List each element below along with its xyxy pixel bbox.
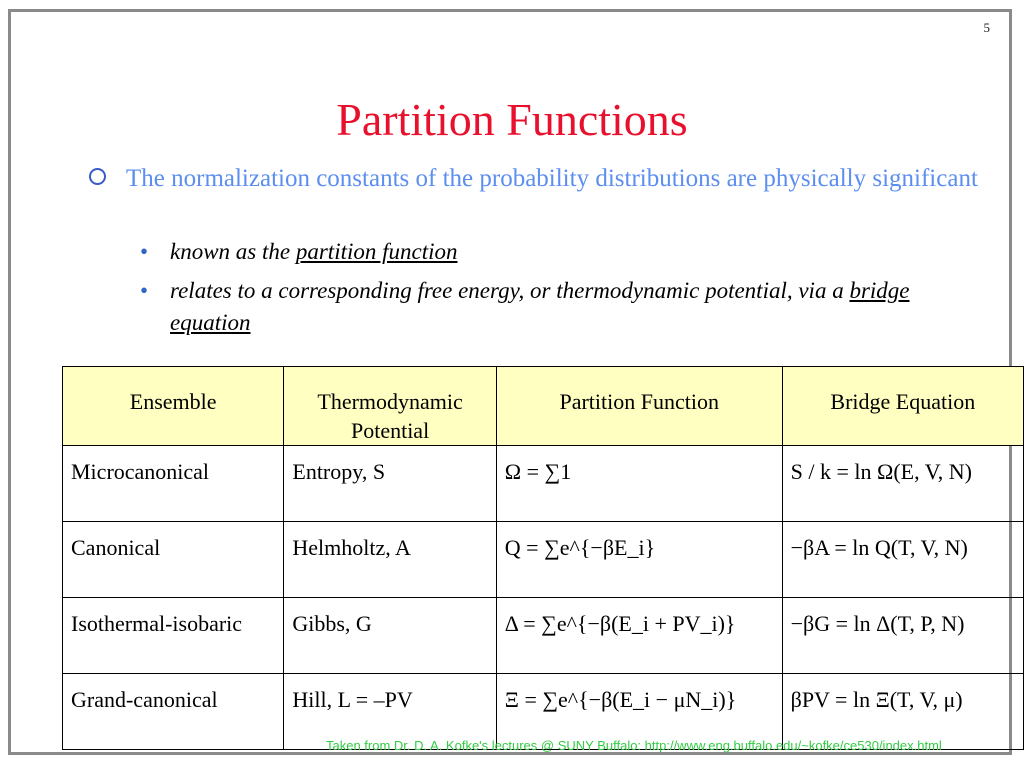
cell-ensemble: Grand-canonical <box>63 674 284 750</box>
header-partition-function: Partition Function <box>496 367 782 446</box>
partition-function-term: partition function <box>295 239 458 264</box>
header-thermodynamic-potential: Thermodynamic Potential <box>284 367 496 446</box>
cell-bridge-equation: βPV = ln Ξ(T, V, μ) <box>782 674 1023 750</box>
hollow-circle-bullet-icon <box>89 168 106 185</box>
cell-potential: Hill, L = –PV <box>284 674 496 750</box>
cell-ensemble: Canonical <box>63 522 284 598</box>
cell-partition-function: Δ = ∑e^{−β(E_i + PV_i)} <box>496 598 782 674</box>
cell-ensemble: Microcanonical <box>63 446 284 522</box>
main-bullet <box>89 162 979 196</box>
sub-bullet-prefix: relates to a corresponding free energy, or thermodynamic potential, via a <box>170 278 850 303</box>
bridge-equation-term: bridge equation <box>170 278 910 335</box>
cell-partition-function: Ξ = ∑e^{−β(E_i − μN_i)} <box>496 674 782 750</box>
sub-bullet-text <box>170 236 970 268</box>
cell-bridge-equation: −βG = ln Δ(T, P, N) <box>782 598 1023 674</box>
table-row <box>63 446 1024 522</box>
main-bullet-text: The normalization constants of the probability distributions are physically significant <box>126 165 978 192</box>
cell-partition-function: Q = ∑e^{−βE_i} <box>496 522 782 598</box>
cell-bridge-equation: −βA = ln Q(T, V, N) <box>782 522 1023 598</box>
header-ensemble: Ensemble <box>63 367 284 446</box>
table-row <box>63 598 1024 674</box>
cell-potential: Gibbs, G <box>284 598 496 674</box>
cell-bridge-equation: S / k = ln Ω(E, V, N) <box>782 446 1023 522</box>
table-row <box>63 522 1024 598</box>
sub-bullet-prefix: known as the <box>170 239 296 264</box>
cell-ensemble: Isothermal-isobaric <box>63 598 284 674</box>
cell-partition-function: Ω = ∑1 <box>496 446 782 522</box>
header-bridge-equation: Bridge Equation <box>782 367 1023 446</box>
sub-bullet-bridge-equation <box>140 275 970 339</box>
sub-bullet-text <box>170 275 970 339</box>
ensemble-table <box>62 366 1024 750</box>
bullet-dot-icon: • <box>140 278 149 303</box>
cell-potential: Helmholtz, A <box>284 522 496 598</box>
page-number: 5 <box>983 20 990 35</box>
table-header-row <box>63 367 1024 446</box>
source-credit: Taken from Dr. D. A. Kofke's lectures @ SUNY Buffalo: http://www.eng.buffalo.edu/~kofke/ce530/index.html <box>326 738 942 753</box>
cell-potential: Entropy, S <box>284 446 496 522</box>
bullet-dot-icon: • <box>140 239 149 264</box>
slide-title: Partition Functions <box>336 94 688 145</box>
sub-bullet-partition-function <box>140 236 970 268</box>
